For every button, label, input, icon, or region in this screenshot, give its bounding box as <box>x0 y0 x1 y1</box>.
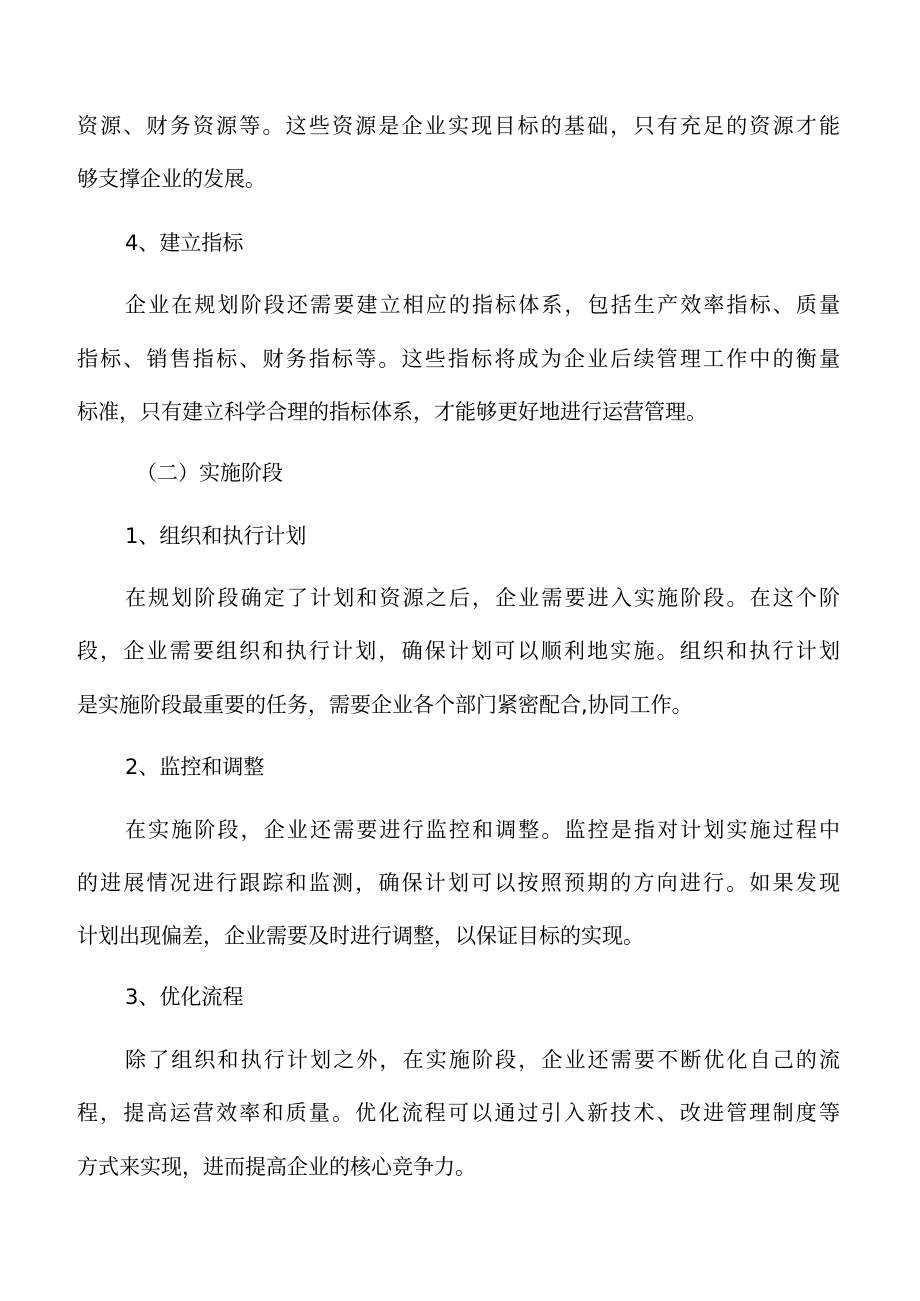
paragraph-monitor-line-1: 在实施阶段，企业还需要进行监控和调整。监控是指对计划实施过程中 <box>125 818 840 842</box>
paragraph-organize-line-2: 段，企业需要组织和执行计划，确保计划可以顺利地实施。组织和执行计划 <box>77 639 840 663</box>
paragraph-monitor-line-3: 计划出现偏差，企业需要及时进行调整，以保证目标的实现。 <box>77 924 644 948</box>
heading-1-organize-execute: 1、组织和执行计划 <box>125 524 307 548</box>
paragraph-indicators-line-2: 指标、销售指标、财务指标等。这些指标将成为企业后续管理工作中的衡量 <box>77 347 840 371</box>
heading-4-build-indicators: 4、建立指标 <box>125 231 244 255</box>
paragraph-optimize-line-1: 除了组织和执行计划之外，在实施阶段，企业还需要不断优化自己的流 <box>125 1048 840 1072</box>
heading-2-monitor-adjust: 2、监控和调整 <box>125 755 265 779</box>
paragraph-monitor-line-2: 的进展情况进行跟踪和监测，确保计划可以按照预期的方向进行。如果发现 <box>77 871 840 895</box>
paragraph-optimize-line-3: 方式来实现，进而提高企业的核心竞争力。 <box>77 1155 476 1179</box>
paragraph-organize-line-1: 在规划阶段确定了计划和资源之后，企业需要进入实施阶段。在这个阶 <box>125 586 840 610</box>
paragraph-indicators-line-1: 企业在规划阶段还需要建立相应的指标体系，包括生产效率指标、质量 <box>125 293 840 317</box>
paragraph-resources-line-2: 够支撑企业的发展。 <box>77 167 266 191</box>
paragraph-resources-line-1: 资源、财务资源等。这些资源是企业实现目标的基础，只有充足的资源才能 <box>77 114 840 138</box>
paragraph-optimize-line-2: 程，提高运营效率和质量。优化流程可以通过引入新技术、改进管理制度等 <box>77 1101 840 1125</box>
paragraph-organize-line-3: 是实施阶段最重要的任务，需要企业各个部门紧密配合,协同工作。 <box>77 693 693 717</box>
heading-3-optimize-process: 3、优化流程 <box>125 985 244 1009</box>
section-heading-implementation: （二）实施阶段 <box>136 461 283 485</box>
paragraph-indicators-line-3: 标准，只有建立科学合理的指标体系，才能够更好地进行运营管理。 <box>77 400 707 424</box>
